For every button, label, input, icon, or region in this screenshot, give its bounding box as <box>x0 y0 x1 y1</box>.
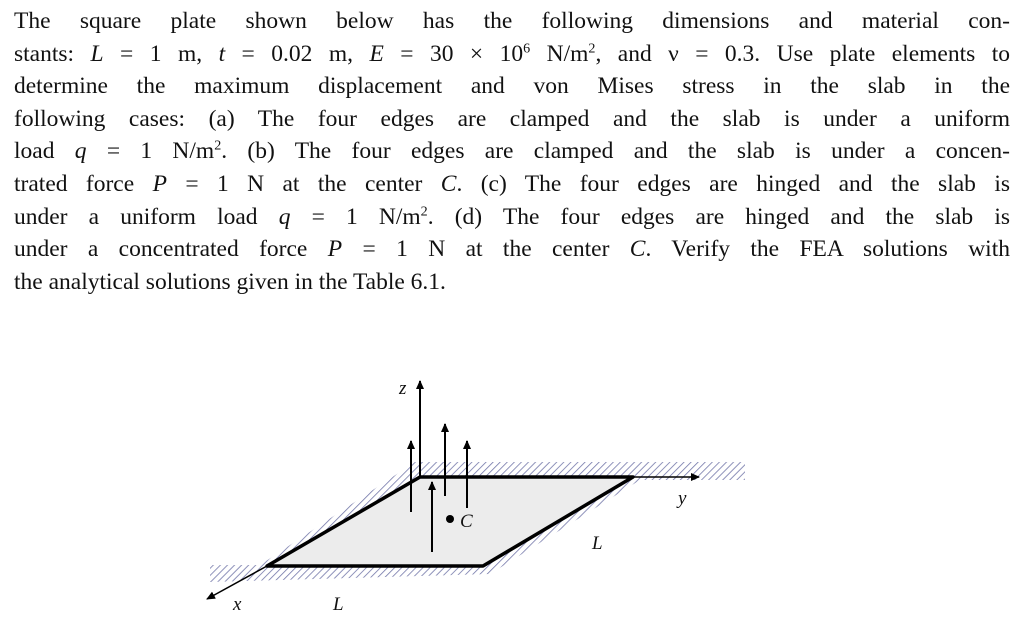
text-segment: . (c) The four edges are hinged and the slab is <box>456 170 1010 197</box>
x-axis-label: x <box>233 594 242 615</box>
text-segment: , and ν = 0.3. Use plate elements to <box>595 40 1010 67</box>
text-segment: = 1 N/m <box>290 203 421 230</box>
superscript: 2 <box>588 40 596 57</box>
text-segment: load <box>14 138 75 165</box>
text-segment: N/m <box>530 40 589 67</box>
text-segment: determine the maximum displacement and von Mises stress in the slab in the <box>14 73 1010 100</box>
math-variable: P <box>327 236 343 263</box>
math-variable: C <box>440 170 457 197</box>
text-segment: . (d) The four edges are hinged and the slab is <box>427 203 1010 230</box>
text-segment: . Verify the FEA solutions with <box>645 236 1010 263</box>
superscript: 2 <box>420 203 428 220</box>
math-variable: q <box>278 203 291 230</box>
text-segment: = 0.02 m, <box>225 40 370 67</box>
text-segment: . (b) The four edges are clamped and the slab is under a concen- <box>221 138 1010 165</box>
math-variable: E <box>369 40 384 67</box>
side-length-label-front: L <box>333 594 344 615</box>
side-length-label-right: L <box>592 533 603 554</box>
math-variable: C <box>629 236 646 263</box>
text-segment: = 1 N at the center <box>342 236 630 263</box>
text-segment: = 1 N at the center <box>166 170 441 197</box>
math-variable: P <box>152 170 167 197</box>
math-variable: q <box>74 138 87 165</box>
math-variable: t <box>218 40 226 67</box>
center-label: C <box>460 511 473 532</box>
text-segment: The square plate shown below has the following dimensions and material con- <box>14 8 1010 34</box>
text-segment: = 1 m, <box>103 40 219 67</box>
center-point <box>446 515 454 523</box>
text-segment: stants: <box>14 40 91 67</box>
text-segment: following cases: (a) The four edges are clamped and the slab is under a uniform <box>14 105 1010 132</box>
superscript: 6 <box>523 40 531 57</box>
text-segment: the analytical solutions given in the Table 6.1. <box>14 268 446 295</box>
z-axis-label: z <box>399 378 407 399</box>
text-segment: trated force <box>14 170 153 197</box>
y-axis-label: y <box>678 488 687 509</box>
text-segment: under a uniform load <box>14 203 279 230</box>
text-segment: under a concentrated force <box>14 236 328 263</box>
text-segment: = 1 N/m <box>86 138 215 165</box>
superscript: 2 <box>214 137 222 154</box>
math-variable: L <box>90 40 104 67</box>
text-segment: = 30 × 10 <box>383 40 524 67</box>
